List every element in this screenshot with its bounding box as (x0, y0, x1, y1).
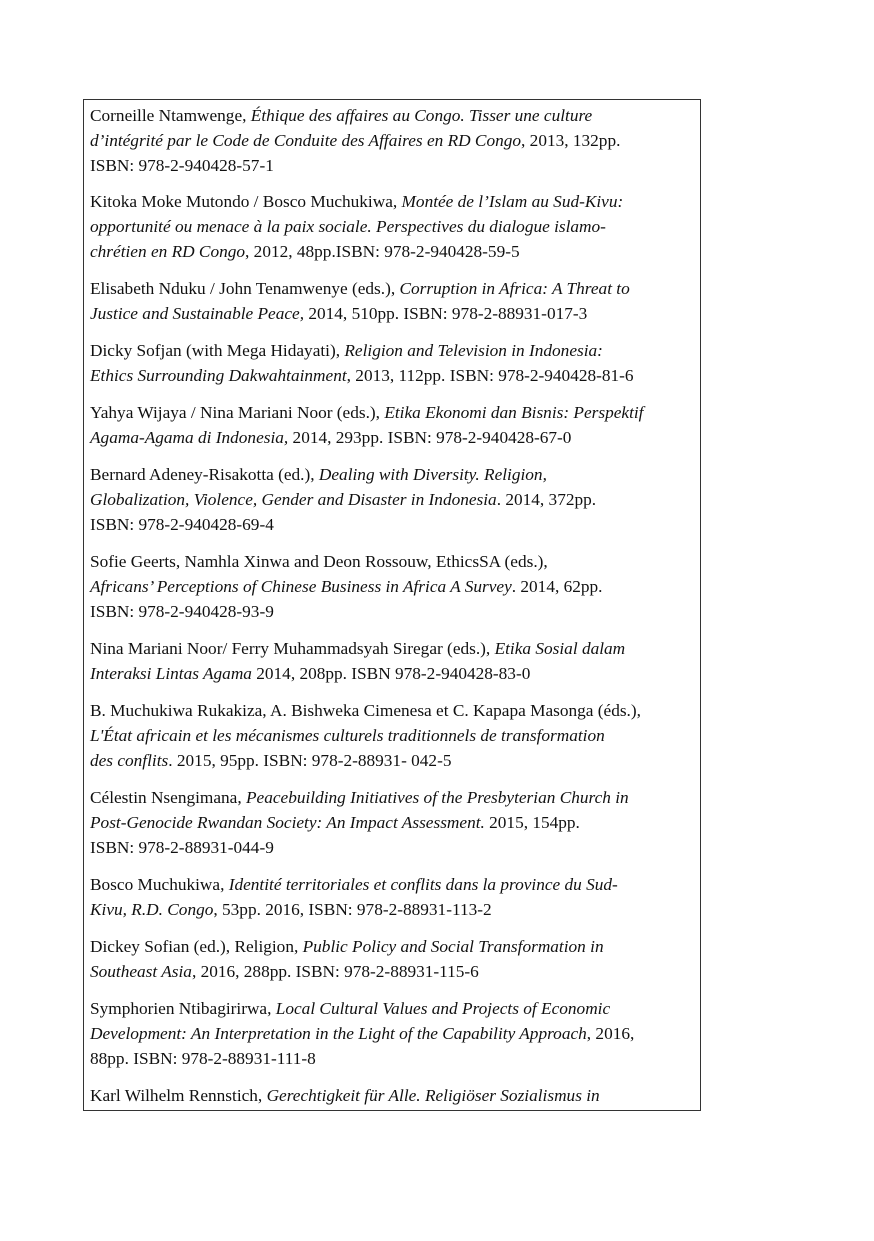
entry-line: Dickey Sofian (ed.), Religion, Public Policy and Social Transformation in (90, 937, 604, 956)
bibliography-entry (90, 934, 700, 984)
entry-line: Symphorien Ntibagirirwa, Local Cultural Values and Projects of Economic (90, 999, 611, 1018)
bibliography-entry (90, 636, 700, 686)
bibliography-entry (90, 103, 700, 178)
entry-line: Agama-Agama di Indonesia, 2014, 293pp. ISBN: 978-2-940428-67-0 (90, 428, 572, 447)
entry-line: Nina Mariani Noor/ Ferry Muhammadsyah Siregar (eds.), Etika Sosial dalam (90, 639, 626, 658)
entry-line: Yahya Wijaya / Nina Mariani Noor (eds.), Etika Ekonomi dan Bisnis: Perspektif (90, 403, 644, 422)
bibliography-entry (90, 1083, 700, 1108)
bibliography-entry (90, 785, 700, 860)
entry-line: ISBN: 978-2-940428-57-1 (90, 156, 274, 175)
entry-line: Dicky Sofjan (with Mega Hidayati), Religion and Television in Indonesia: (90, 341, 603, 360)
entry-line: ISBN: 978-2-88931-044-9 (90, 838, 274, 857)
bibliography-entry (90, 462, 700, 537)
entry-line: Ethics Surrounding Dakwahtainment, 2013, 112pp. ISBN: 978-2-940428-81-6 (90, 366, 634, 385)
bibliography-entry (90, 698, 700, 773)
entry-line: Sofie Geerts, Namhla Xinwa and Deon Rossouw, EthicsSA (eds.), (90, 552, 548, 571)
entry-line: L'État africain et les mécanismes culturels traditionnels de transformation (90, 726, 605, 745)
bibliography-entry (90, 400, 700, 450)
entry-line: Karl Wilhelm Rennstich, Gerechtigkeit für Alle. Religiöser Sozialismus in (90, 1086, 600, 1105)
entry-line: Célestin Nsengimana, Peacebuilding Initiatives of the Presbyterian Church in (90, 788, 629, 807)
entry-line: Development: An Interpretation in the Light of the Capability Approach, 2016, (90, 1024, 635, 1043)
entry-line: Justice and Sustainable Peace, 2014, 510pp. ISBN: 978-2-88931-017-3 (90, 304, 588, 323)
entry-line: Kivu, R.D. Congo, 53pp. 2016, ISBN: 978-2-88931-113-2 (90, 900, 492, 919)
entry-line: Kitoka Moke Mutondo / Bosco Muchukiwa, Montée de l’Islam au Sud-Kivu: (90, 192, 624, 211)
bibliography-box (83, 99, 701, 1111)
entry-line: Globalization, Violence, Gender and Disaster in Indonesia. 2014, 372pp. (90, 490, 597, 509)
entry-line: Elisabeth Nduku / John Tenamwenye (eds.), Corruption in Africa: A Threat to (90, 279, 630, 298)
entry-line: chrétien en RD Congo, 2012, 48pp.ISBN: 978-2-940428-59-5 (90, 242, 520, 261)
entry-line: Bernard Adeney-Risakotta (ed.), Dealing with Diversity. Religion, (90, 465, 547, 484)
entry-line: des conflits. 2015, 95pp. ISBN: 978-2-88931- 042-5 (90, 751, 452, 770)
bibliography-entry (90, 996, 700, 1071)
entry-line: Southeast Asia, 2016, 288pp. ISBN: 978-2-88931-115-6 (90, 962, 479, 981)
bibliography-entry (90, 276, 700, 326)
entry-line: Interaksi Lintas Agama 2014, 208pp. ISBN 978-2-940428-83-0 (90, 664, 531, 683)
entry-line: Post-Genocide Rwandan Society: An Impact Assessment. 2015, 154pp. (90, 813, 580, 832)
bibliography-entry (90, 872, 700, 922)
bibliography-entry (90, 189, 700, 264)
entry-line: d’intégrité par le Code de Conduite des Affaires en RD Congo, 2013, 132pp. (90, 131, 621, 150)
entry-line: B. Muchukiwa Rukakiza, A. Bishweka Cimenesa et C. Kapapa Masonga (éds.), (90, 701, 641, 720)
entry-line: 88pp. ISBN: 978-2-88931-111-8 (90, 1049, 316, 1068)
entry-line: ISBN: 978-2-940428-93-9 (90, 602, 274, 621)
bibliography-entry (90, 549, 700, 624)
entry-line: Bosco Muchukiwa, Identité territoriales et conflits dans la province du Sud- (90, 875, 618, 894)
entry-line: opportunité ou menace à la paix sociale. Perspectives du dialogue islamo- (90, 217, 606, 236)
entry-line: Corneille Ntamwenge, Éthique des affaires au Congo. Tisser une culture (90, 106, 593, 125)
entry-line: Africans’ Perceptions of Chinese Business in Africa A Survey. 2014, 62pp. (90, 577, 603, 596)
entry-line: ISBN: 978-2-940428-69-4 (90, 515, 274, 534)
bibliography-entry (90, 338, 700, 388)
